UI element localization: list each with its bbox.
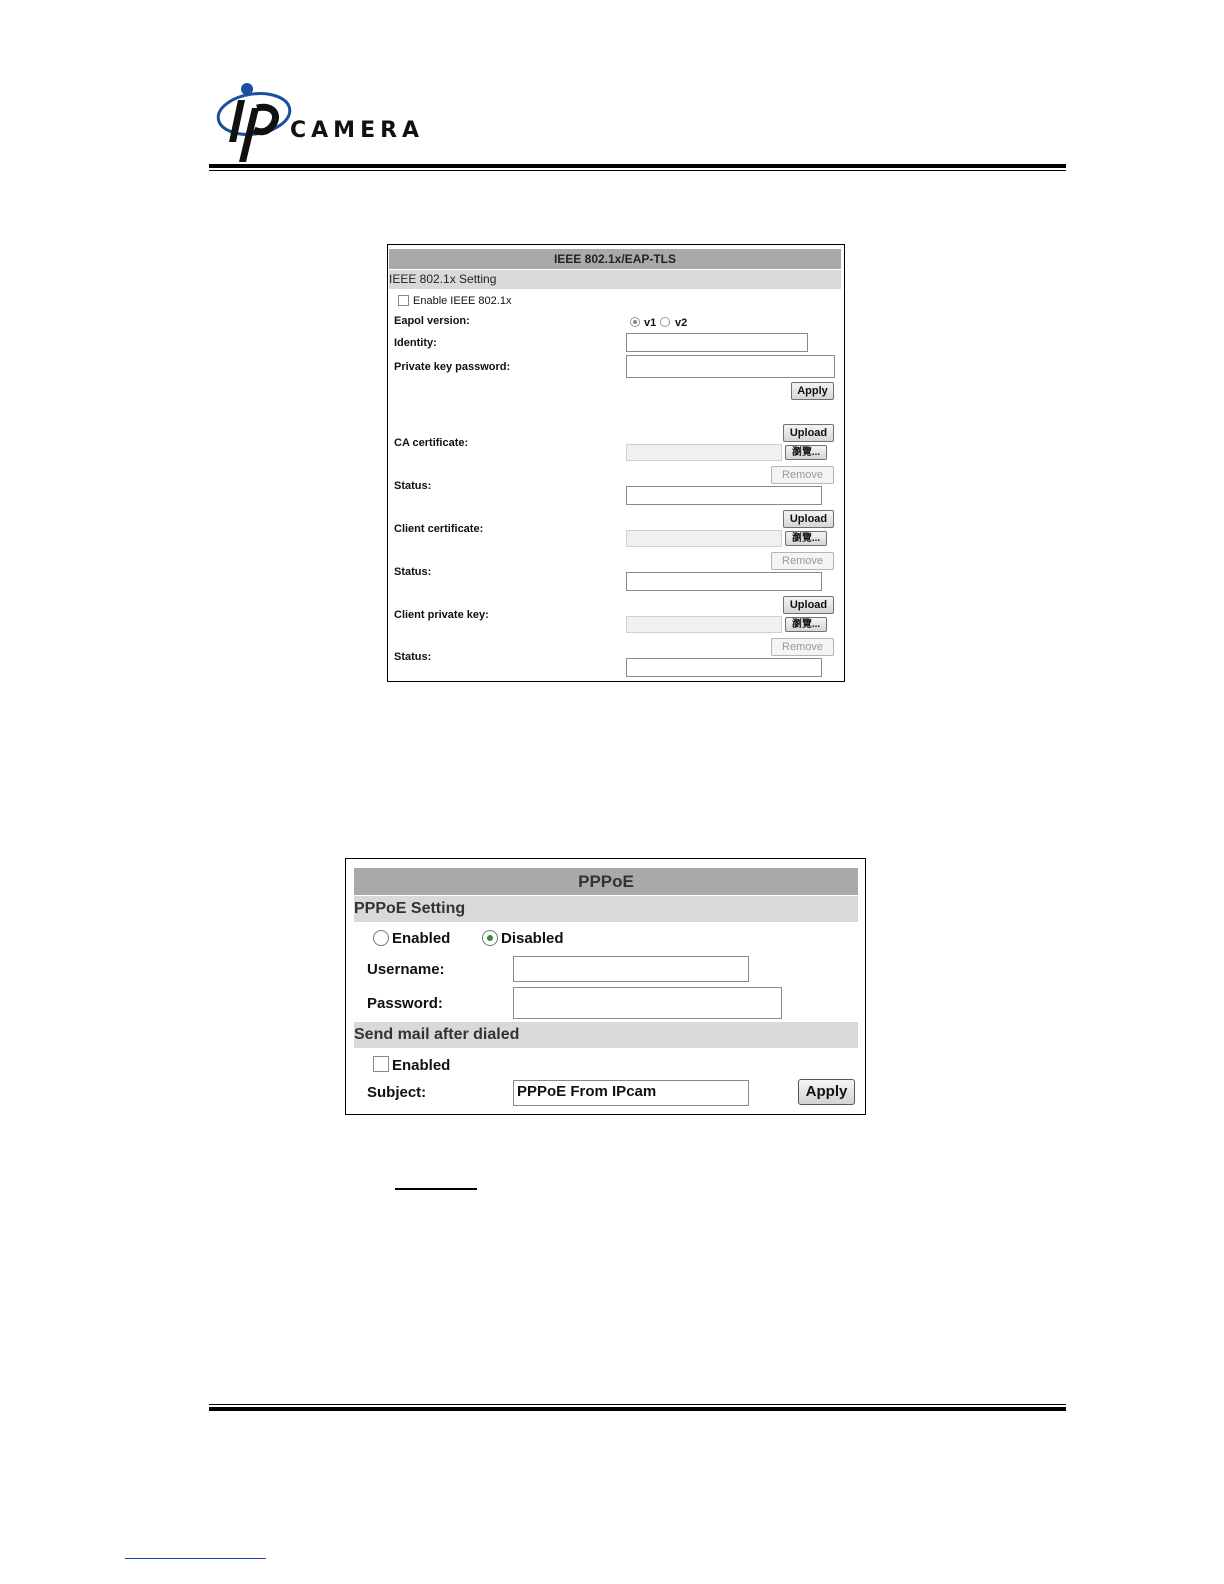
client-cert-upload-button[interactable]: Upload [783,510,834,528]
private-key-password-label: Private key password: [394,361,511,373]
underline-mark [395,1188,477,1190]
ca-remove-button[interactable]: Remove [771,466,834,484]
client-cert-file-input[interactable] [626,530,782,547]
pppoe-disabled-label: Disabled [501,930,564,947]
ca-status-field [626,486,822,505]
enable-ieee-label: Enable IEEE 802.1x [413,295,512,307]
send-mail-enabled-label: Enabled [392,1057,451,1074]
eapol-v1-label: v1 [644,317,657,329]
client-cert-status-field [626,572,822,591]
username-label: Username: [367,961,445,978]
logo-text: CAMERA [290,118,425,143]
pppoe-section-header: PPPoE Setting [354,896,858,922]
client-key-status-label: Status: [394,651,432,663]
pppoe-panel [345,858,866,1115]
ip-logo-icon [214,82,294,166]
eapol-v2-radio[interactable] [660,317,670,327]
pppoe-disabled-radio[interactable] [482,930,498,946]
footer-link-underline[interactable] [125,1558,266,1559]
password-input[interactable] [513,987,782,1019]
enable-ieee-checkbox[interactable] [398,295,409,306]
client-certificate-label: Client certificate: [394,523,484,535]
client-key-remove-button[interactable]: Remove [771,638,834,656]
header-rule [209,164,1066,171]
client-cert-remove-button[interactable]: Remove [771,552,834,570]
client-cert-status-label: Status: [394,566,432,578]
footer-rule [209,1404,1066,1411]
ca-browse-button[interactable]: 瀏覽... [785,445,827,460]
ca-upload-button[interactable]: Upload [783,424,834,442]
pppoe-enabled-label: Enabled [392,930,451,947]
client-cert-browse-button[interactable]: 瀏覽... [785,531,827,546]
subject-input[interactable]: PPPoE From IPcam [513,1080,749,1106]
subject-label: Subject: [367,1084,427,1101]
eapol-version-label: Eapol version: [394,315,470,327]
private-key-password-input[interactable] [626,355,835,378]
eapol-v2-label: v2 [675,317,688,329]
pppoe-apply-button[interactable]: Apply [798,1079,855,1105]
send-mail-section-header: Send mail after dialed [354,1022,858,1048]
ca-certificate-label: CA certificate: [394,437,469,449]
password-label: Password: [367,995,443,1012]
ieee-8021x-panel [387,244,845,682]
ca-file-input[interactable] [626,444,782,461]
eapol-v1-radio[interactable] [630,317,640,327]
ieee-apply-button[interactable]: Apply [791,382,834,400]
pppoe-panel-title: PPPoE [354,868,858,895]
identity-input[interactable] [626,333,808,352]
client-key-upload-button[interactable]: Upload [783,596,834,614]
client-private-key-label: Client private key: [394,609,489,621]
client-key-file-input[interactable] [626,616,782,633]
ieee-section-header: IEEE 802.1x Setting [389,270,841,289]
ieee-panel-title: IEEE 802.1x/EAP-TLS [389,249,841,269]
client-key-browse-button[interactable]: 瀏覽... [785,617,827,632]
username-input[interactable] [513,956,749,982]
send-mail-enabled-checkbox[interactable] [373,1056,389,1072]
pppoe-enabled-radio[interactable] [373,930,389,946]
ca-status-label: Status: [394,480,432,492]
client-key-status-field [626,658,822,677]
identity-label: Identity: [394,337,437,349]
